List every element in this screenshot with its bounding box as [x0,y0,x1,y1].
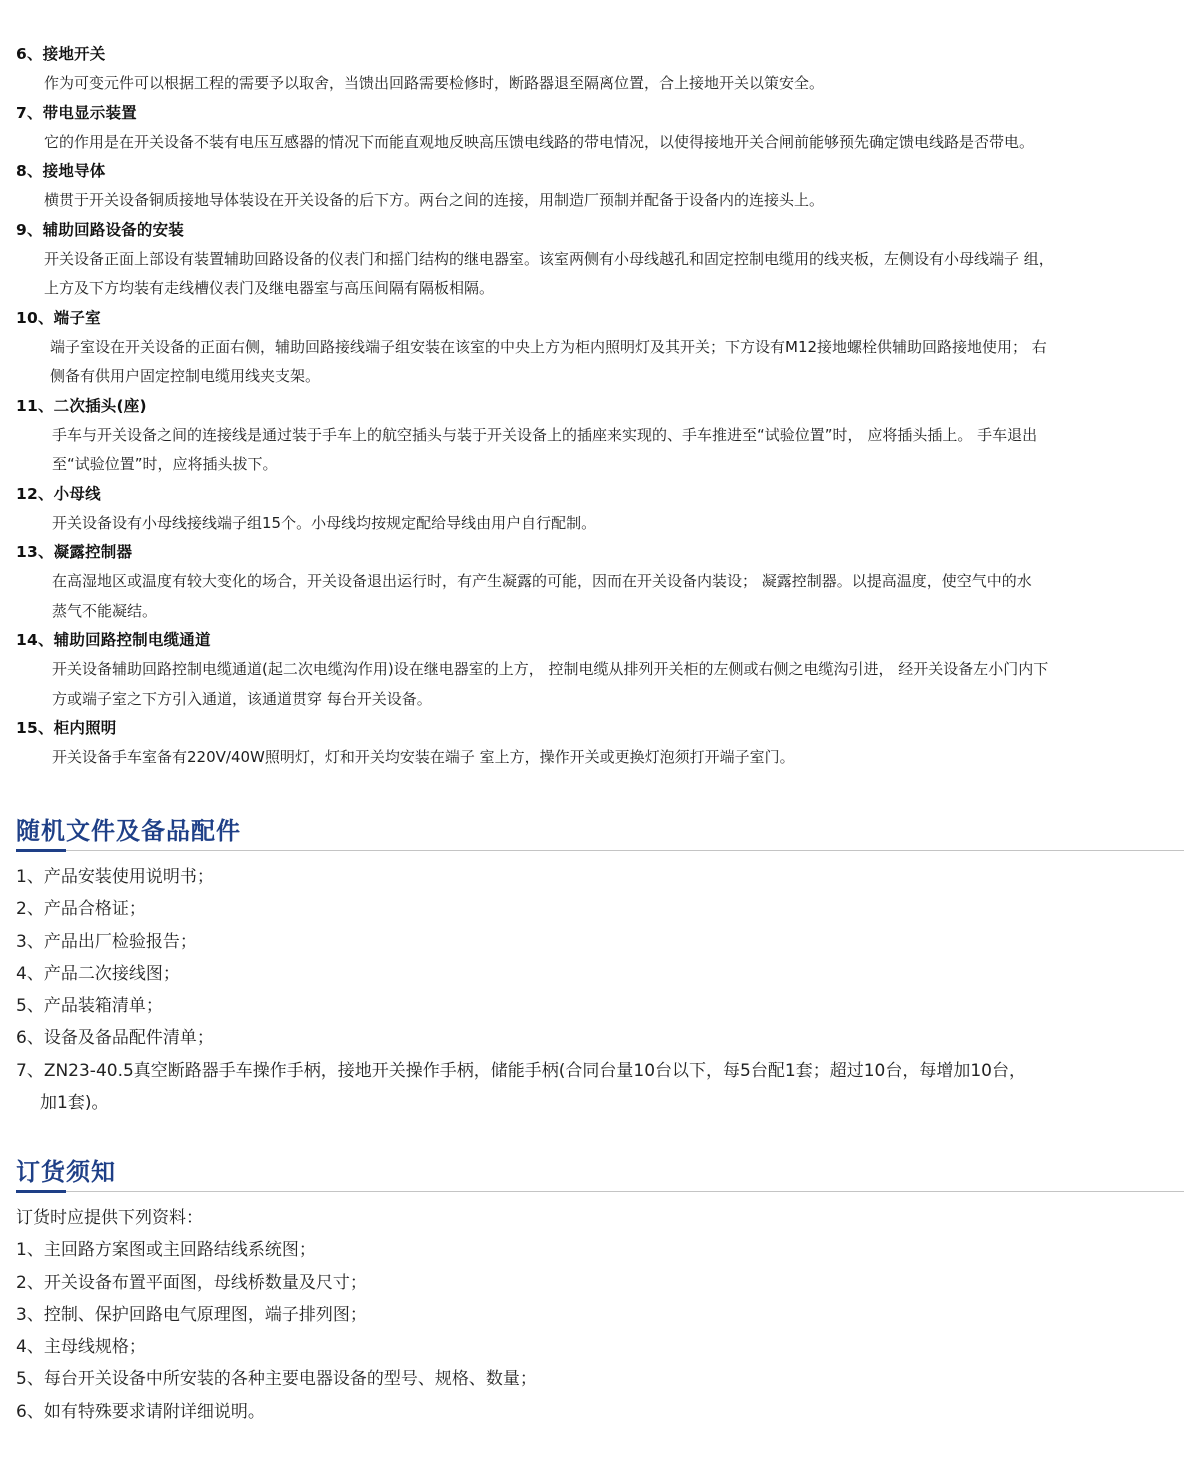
files-section [16,814,1184,1119]
feature-text: 上方及下方均装有走线槽仪表门及继电器室与高压间隔有隔板相隔。 [44,279,495,297]
order-section [16,1155,1184,1428]
list-item: 1、主回路方案图或主回路结线系统图； [16,1240,316,1261]
list-item-continuation [16,1087,1184,1119]
feature-text: 手车与开关设备之间的连接线是通过装于手车上的航空插头与装于开关设备上的插座来实现的、手车推进至“试验位置”时， 应将插头插上。 手车退出 [52,425,1038,444]
order-intro: 订货时应提供下列资料： [16,1208,203,1228]
feature-text: 开关设备正面上部设有装置辅助回路设备的仪表门和摇门结构的继电器室。该室两侧有小母线越孔和固定控制电缆用的线夹板，左侧设有小母线端子 组， [44,249,1054,268]
list-item: 6、设备及备品配件清单； [16,1028,214,1049]
feature-text: 端子室设在开关设备的正面右侧，辅助回路接线端子组安装在该室的中央上方为柜内照明灯及其开关；下方设有M12接地螺栓供辅助回路接地使用； 右 [50,337,1047,356]
feature-item-aux-circuit-install [16,216,1188,304]
feature-item-grounding-switch [16,40,1188,99]
feature-text: 至“试验位置”时，应将插头拔下。 [52,455,278,473]
feature-item-small-busbar [16,480,1188,539]
section-heading: 随机文件及备品配件 [16,817,241,845]
feature-title: 9、辅助回路设备的安装 [16,220,184,239]
feature-item-terminal-room [16,304,1188,392]
feature-text: 作为可变元件可以根据工程的需要予以取舍，当馈出回路需要检修时，断路器退至隔离位置，合上接地开关以策安全。 [44,74,825,92]
feature-text: 开关设备设有小母线接线端子组15个。小母线均按规定配给导线由用户自行配制。 [52,513,597,532]
feature-item-ground-conductor [16,157,1188,216]
feature-title: 6、接地开关 [16,45,106,63]
feature-item-cabinet-lighting [16,714,1188,773]
feature-list [16,40,1188,773]
section-divider [16,1191,1184,1192]
feature-title: 15、柜内照明 [16,719,117,737]
feature-text: 开关设备辅助回路控制电缆通道(起二次电缆沟作用)设在继电器室的上方， 控制电缆从排列开关柜的左侧或右侧之电缆沟引进， 经开关设备左小门内下 [52,660,1049,678]
section-divider [16,850,1184,851]
list-item: 2、开关设备布置平面图，母线桥数量及尺寸； [16,1272,367,1293]
list-item: 7、ZN23-40.5真空断路器手车操作手柄，接地开关操作手柄，储能手柄(合同台量10台以下，每5台配1套；超过10台，每增加10台， [16,1060,1026,1081]
list-item: 1、产品安装使用说明书； [16,867,214,887]
feature-title: 7、带电显示装置 [16,103,137,122]
feature-title: 13、凝露控制器 [16,543,133,561]
feature-title: 10、端子室 [16,308,101,327]
list-item: 3、产品出厂检验报告； [16,931,197,952]
feature-text: 在高湿地区或温度有较大变化的场合，开关设备退出运行时，有产生凝露的可能，因而在开关设备内装设； 凝露控制器。以提高温度，使空气中的水 [52,572,1032,590]
feature-item-live-display [16,99,1188,158]
feature-text: 蒸气不能凝结。 [52,601,158,620]
feature-item-condensation-controller [16,538,1188,626]
files-list [16,861,1184,1119]
section-divider-accent [16,849,66,852]
list-item-continuation-text: 加1套)。 [40,1093,109,1114]
feature-title: 11、二次插头(座) [16,396,147,415]
feature-title: 14、辅助回路控制电缆通道 [16,631,211,649]
list-item: 6、如有特殊要求请附详细说明。 [16,1401,265,1422]
list-item: 5、产品装箱清单； [16,996,163,1017]
order-list [16,1202,1184,1428]
feature-text: 横贯于开关设备铜质接地导体装设在开关设备的后下方。两台之间的连接，用制造厂预制并配备于设备内的连接头上。 [44,191,825,209]
feature-item-secondary-plug [16,392,1188,480]
feature-title: 8、接地导体 [16,162,106,180]
section-divider-accent [16,1190,66,1193]
list-item: 4、产品二次接线图； [16,963,180,984]
feature-item-cable-channel [16,626,1188,714]
list-item: 3、控制、保护回路电气原理图，端子排列图； [16,1304,367,1325]
list-item: 4、主母线规格； [16,1337,146,1358]
feature-text: 方或端子室之下方引入通道，该通道贯穿 每台开关设备。 [52,689,432,708]
feature-text: 开关设备手车室备有220V/40W照明灯，灯和开关均安装在端子 室上方，操作开关或更换灯泡须打开端子室门。 [52,748,795,766]
feature-text: 侧备有供用户固定控制电缆用线夹支架。 [50,367,321,385]
list-item: 2、产品合格证； [16,899,146,920]
section-heading: 订货须知 [16,1158,116,1186]
feature-text: 它的作用是在开关设备不装有电压互感器的情况下而能直观地反映高压馈电线路的带电情况，以使得接地开关合闸前能够预先确定馈电线路是否带电。 [44,132,1035,151]
feature-title: 12、小母线 [16,484,101,503]
list-item: 5、每台开关设备中所安装的各种主要电器设备的型号、规格、数量； [16,1369,537,1390]
